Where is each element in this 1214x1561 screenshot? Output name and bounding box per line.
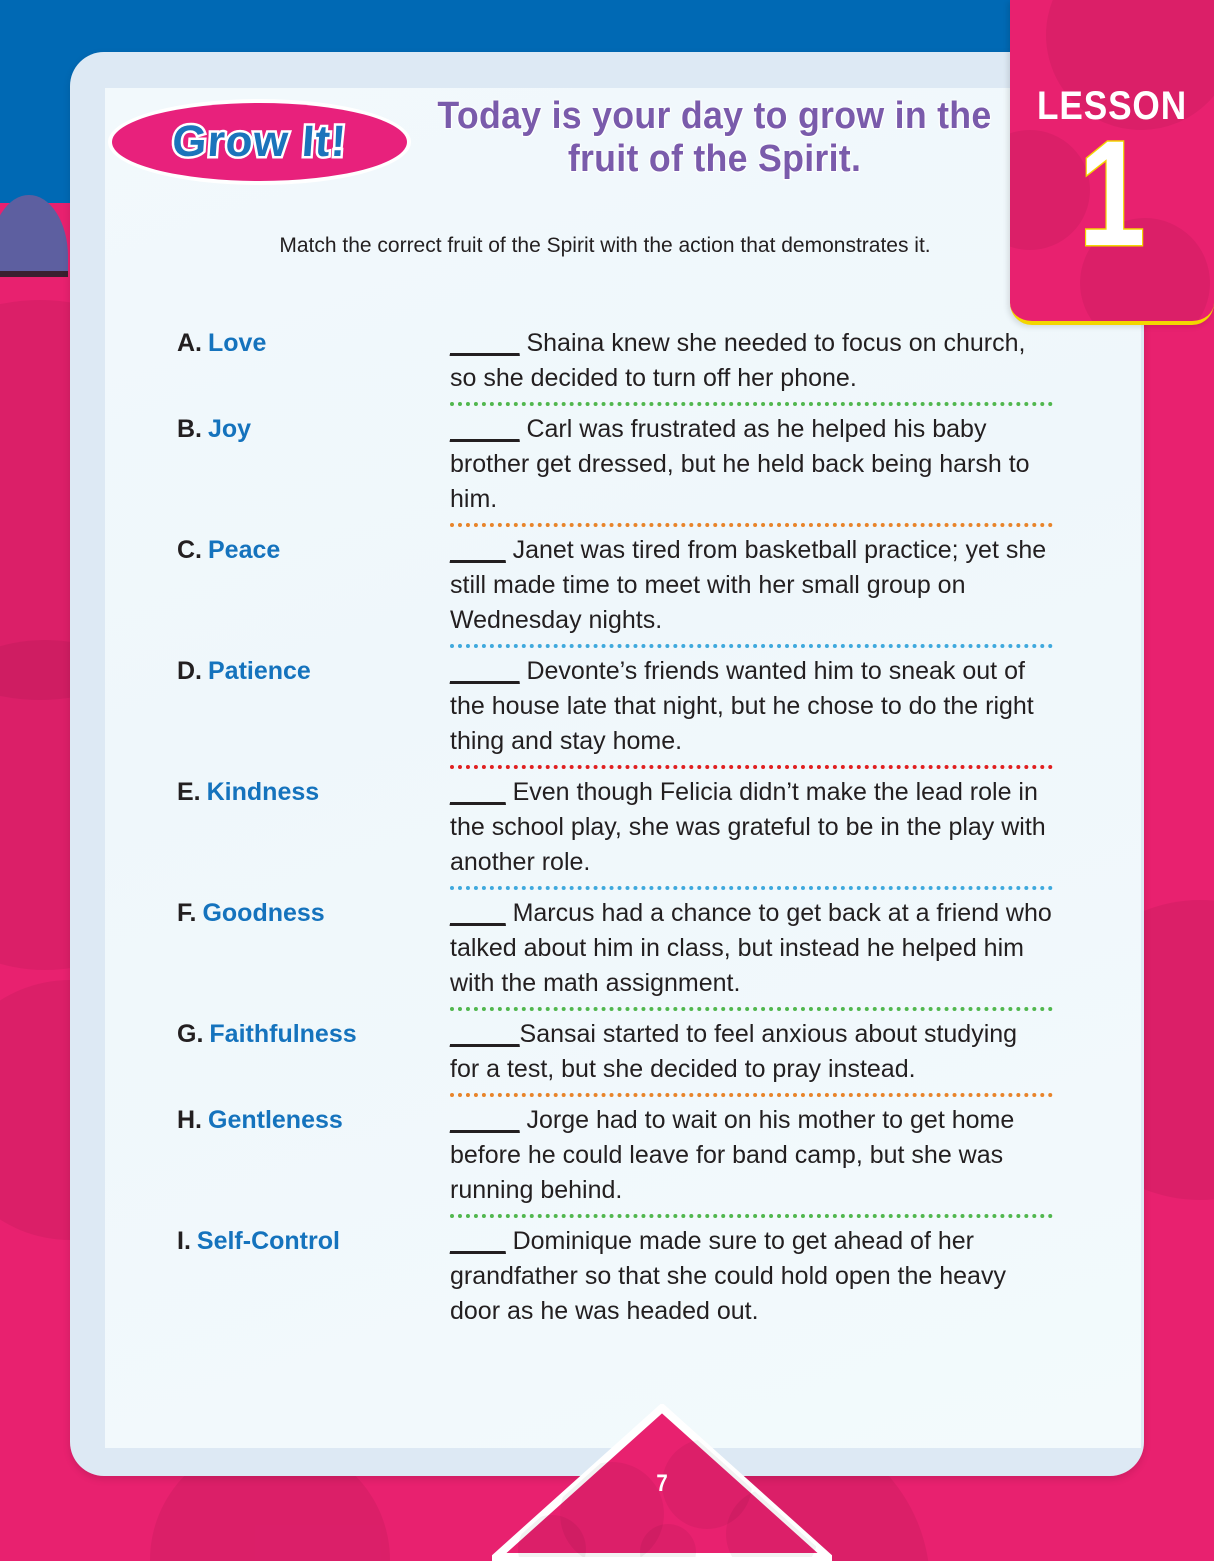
dotted-divider	[450, 1007, 1053, 1011]
fruit-option-letter: C.	[177, 536, 202, 564]
scenario-cell	[450, 326, 1141, 412]
match-row	[105, 654, 1141, 775]
purple-figure-shadow	[0, 271, 68, 277]
dotted-divider	[450, 644, 1053, 648]
scenario-body: Dominique made sure to get ahead of her grandfather so that she could hold open the heavy door as he was headed out.	[450, 1227, 1006, 1325]
fruit-option-name: Joy	[208, 415, 252, 443]
match-row	[105, 533, 1141, 654]
answer-blank[interactable]: _____	[450, 415, 520, 443]
answer-blank[interactable]: _____	[450, 329, 520, 357]
scenario-cell	[450, 412, 1141, 533]
fruit-option-letter: G.	[177, 1020, 204, 1048]
fruit-option[interactable]	[105, 326, 450, 360]
scenario-body: Even though Felicia didn’t make the lead role in the school play, she was grateful to be in the play with another role.	[450, 778, 1046, 876]
instruction-text: Match the correct fruit of the Spirit with the action that demonstrates it.	[279, 234, 931, 257]
page-title: Today is your day to grow in the fruit of the Spirit.	[437, 95, 992, 180]
fruit-option[interactable]	[105, 412, 450, 446]
dotted-divider	[450, 1214, 1053, 1218]
page-number-banner	[492, 1404, 832, 1561]
fruit-option[interactable]	[105, 1224, 450, 1258]
page-number: 7	[656, 1470, 668, 1497]
scenario-text	[450, 1017, 1053, 1091]
scenario-body: Janet was tired from basketball practice; yet she still made time to meet with her small group on Wednesday nights.	[450, 536, 1047, 634]
fruit-option-name: Love	[208, 329, 267, 357]
fruit-option-letter: A.	[177, 329, 202, 357]
dotted-divider	[450, 1093, 1053, 1097]
match-row	[105, 1103, 1141, 1224]
fruit-option-letter: I.	[177, 1227, 191, 1255]
match-row	[105, 775, 1141, 896]
scenario-cell	[450, 533, 1141, 654]
scenario-text	[450, 896, 1053, 1005]
fruit-option-name: Peace	[208, 536, 281, 564]
match-row	[105, 896, 1141, 1017]
lesson-tab-number: 1	[1078, 109, 1146, 277]
dotted-divider	[450, 402, 1053, 406]
fruit-option-name: Faithfulness	[209, 1020, 357, 1048]
dotted-divider	[450, 765, 1053, 769]
scenario-text	[450, 654, 1053, 763]
scenario-text	[450, 1224, 1053, 1333]
fruit-option-letter: F.	[177, 899, 197, 927]
scenario-body: Jorge had to wait on his mother to get home before he could leave for band camp, but she was running behind.	[450, 1106, 1015, 1204]
fruit-option-name: Goodness	[202, 899, 325, 927]
matching-exercise	[105, 326, 1141, 1333]
scenario-cell	[450, 1103, 1141, 1224]
scenario-body: Sansai started to feel anxious about studying for a test, but she decided to pray instead.	[450, 1020, 1018, 1083]
fruit-option-name: Patience	[208, 657, 311, 685]
dotted-divider	[450, 523, 1053, 527]
match-row	[105, 1224, 1141, 1333]
fruit-option-letter: H.	[177, 1106, 202, 1134]
scenario-cell	[450, 775, 1141, 896]
fruit-option[interactable]	[105, 896, 450, 930]
fruit-option-letter: E.	[177, 778, 201, 806]
scenario-text	[450, 412, 1053, 521]
answer-blank[interactable]: ____	[450, 899, 506, 927]
fruit-option-letter: B.	[177, 415, 202, 443]
scenario-body: Shaina knew she needed to focus on church, so she decided to turn off her phone.	[450, 329, 1026, 392]
match-row	[105, 326, 1141, 412]
lesson-tab	[1010, 0, 1214, 325]
fruit-option-name: Self-Control	[196, 1227, 340, 1255]
fruit-option-name: Gentleness	[208, 1106, 343, 1134]
scenario-body: Marcus had a chance to get back at a friend who talked about him in class, but instead he helped him with the math assignment.	[450, 899, 1052, 997]
fruit-option[interactable]	[105, 1103, 450, 1137]
grow-it-badge-label: Grow It!	[170, 117, 349, 166]
fruit-option[interactable]	[105, 1017, 450, 1051]
answer-blank[interactable]: ____	[450, 1227, 506, 1255]
scenario-body: Devonte’s friends wanted him to sneak out of the house late that night, but he chose to do the right thing and stay home.	[450, 657, 1034, 755]
scenario-cell	[450, 654, 1141, 775]
scenario-cell	[450, 1017, 1141, 1103]
answer-blank[interactable]: ____	[450, 536, 506, 564]
scenario-text	[450, 1103, 1053, 1212]
match-row	[105, 412, 1141, 533]
answer-blank[interactable]: ____	[450, 778, 506, 806]
fruit-option[interactable]	[105, 654, 450, 688]
fruit-option[interactable]	[105, 775, 450, 809]
scenario-text	[450, 533, 1053, 642]
answer-blank[interactable]: _____	[450, 657, 520, 685]
fruit-option-letter: D.	[177, 657, 202, 685]
dotted-divider	[450, 886, 1053, 890]
answer-blank[interactable]: _____	[450, 1106, 520, 1134]
fruit-option[interactable]	[105, 533, 450, 567]
scenario-text	[450, 775, 1053, 884]
header-row	[112, 95, 1012, 215]
answer-blank[interactable]: _____	[450, 1020, 520, 1048]
scenario-body: Carl was frustrated as he helped his baby brother get dressed, but he held back being harsh to him.	[450, 415, 1030, 513]
scenario-cell	[450, 1224, 1141, 1333]
lesson-tab-label: LESSON	[1036, 84, 1188, 128]
grow-it-badge	[112, 103, 407, 181]
scenario-cell	[450, 896, 1141, 1017]
scenario-text	[450, 326, 1053, 400]
match-row	[105, 1017, 1141, 1103]
fruit-option-name: Kindness	[206, 778, 320, 806]
